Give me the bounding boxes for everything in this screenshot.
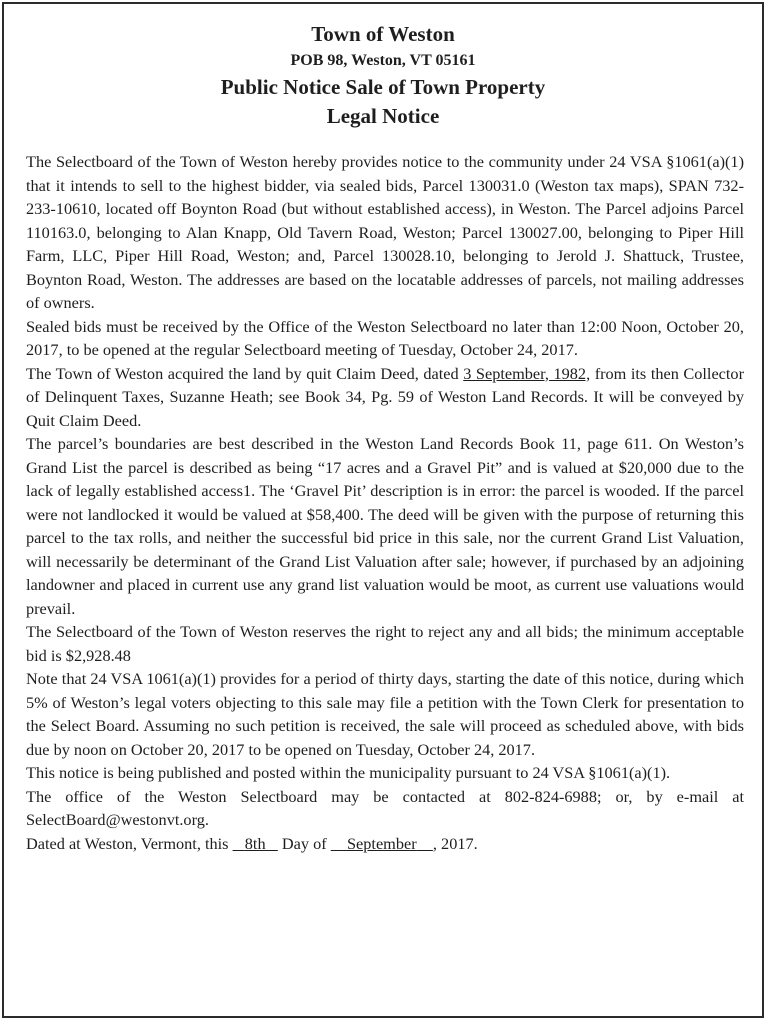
- notice-header: [4, 19, 762, 131]
- paragraph-sealed-bids: Sealed bids must be received by the Office of the Weston Selectboard no later than 12:00 Noon, October 20, 2017, to be opened at the regular Selectboard meeting of Tuesday, October 24, 2017.: [26, 316, 744, 359]
- dated-line: [26, 832, 744, 856]
- legal-notice: [2, 2, 764, 1018]
- notice-subtitle: Public Notice Sale of Town Property: [220, 75, 546, 99]
- dated-month: September: [347, 833, 417, 853]
- acquisition-text-end: from its then Collector of Delinquent Taxes, Suzanne Heath; see Book 34, Pg. 59 of Weston Land Records. It will be conveyed by Quit Claim Deed.: [26, 363, 744, 430]
- dated-middle: Day of: [277, 833, 331, 853]
- dated-day: 8th: [244, 833, 266, 853]
- acquisition-text-start: The Town of Weston acquired the land by quit Claim Deed, dated: [26, 363, 464, 383]
- paragraph-contact: The office of the Weston Selectboard may be contacted at 802-824-6988; or, by e-mail at SelectBoard@westonvt.org.: [26, 786, 744, 829]
- deed-date: 3 September, 1982,: [463, 363, 591, 383]
- paragraph-intent-to-sell: The Selectboard of the Town of Weston hereby provides notice to the community under 24 VSA §1061(a)(1) that it intends to sell to the highest bidder, via sealed bids, Parcel 130031.0 (Weston tax maps), SPAN 732-233-10610, located off Boynton Road (but without established access), in Weston. The Parcel adjoins Parcel 110163.0, belonging to Alan Knapp, Old Tavern Road, Weston; Parcel 130027.00, belonging to Piper Hill Farm, LLC, Piper Hill Road, Weston; and, Parcel 130028.10, belonging to Jerold J. Shattuck, Trustee, Boynton Road, Weston. The addresses are based on the locatable addresses of parcels, not mailing addresses of owners.: [26, 152, 744, 312]
- town-title: Town of Weston: [311, 22, 455, 46]
- dated-prefix: Dated at Weston, Vermont, this: [26, 833, 233, 853]
- paragraph-acquisition: [26, 362, 744, 433]
- paragraph-publication: This notice is being published and posted within the municipality pursuant to 24 VSA §1061(a)(1).: [26, 763, 671, 782]
- paragraph-boundaries-valuation: The parcel’s boundaries are best described in the Weston Land Records Book 11, page 611. On Weston’s Grand List the parcel is described as being “17 acres and a Gravel Pit” and is valued at $20,000 due to the lack of legally established access1. The ‘Gravel Pit’ description is in error: the parcel is wooded. If the parcel were not landlocked it would be valued at $58,400. The deed will be given with the purpose of returning this parcel to the tax rolls, and neither the successful bid price in this sale, nor the current Grand List Valuation, will necessarily be determinant of the Grand List Valuation after sale; however, if purchased by an adjoining landowner and placed in current use any grand list valuation would be moot, as current use valuations would prevail.: [26, 434, 744, 618]
- notice-body: [26, 150, 744, 855]
- paragraph-petition-period: Note that 24 VSA 1061(a)(1) provides for a period of thirty days, starting the date of this notice, during which 5% of Weston’s legal voters objecting to this sale may file a petition with the Town Clerk for presentation to the Select Board. Assuming no such petition is received, the sale will proceed as scheduled above, with bids due by noon on October 20, 2017 to be opened on Tuesday, October 24, 2017.: [26, 669, 744, 759]
- town-address: POB 98, Weston, VT 05161: [290, 52, 476, 69]
- paragraph-minimum-bid: The Selectboard of the Town of Weston reserves the right to reject any and all bids; the minimum acceptable bid is $2,928.48: [26, 622, 744, 665]
- notice-type: Legal Notice: [326, 104, 440, 128]
- dated-suffix: , 2017.: [432, 833, 478, 853]
